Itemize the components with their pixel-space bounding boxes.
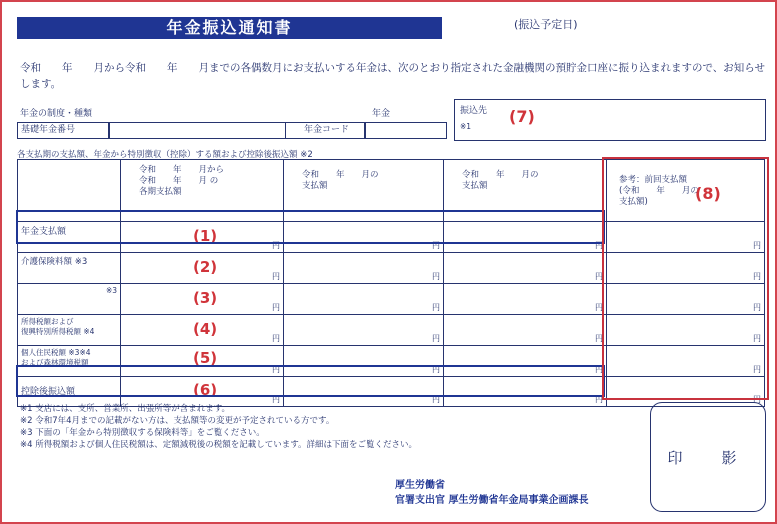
cell-2-1 [121,253,284,284]
row-label-4 [18,315,121,346]
marker-3: (3) [193,289,218,307]
row-1-highlight [16,210,605,244]
pension-type-label: 年金の制度・種類 [20,109,93,119]
yen-unit: 円 [753,241,761,250]
column-header-4-text: 参考：前回支払額 (令和 年 月の 支払額) [619,175,699,207]
yen-unit: 円 [753,395,761,404]
transfer-dest-label: 振込先 [460,106,488,116]
yen-unit: 円 [432,365,440,374]
yen-unit: 円 [432,303,440,312]
note-2: ※2 令和7年4月までの記載がない方は、支払額等の変更が予定されている方です。 [20,416,335,426]
yen-unit: 円 [272,334,280,343]
row-label-3 [18,284,121,315]
yen-unit: 円 [753,303,761,312]
yen-unit: 円 [432,272,440,281]
row-6-highlight [16,365,605,397]
marker-2: (2) [193,258,218,276]
row-label-6-text: 控除後振込額 [21,387,76,397]
row-label-3-text: ※3 [105,286,117,295]
pension-code-field [365,122,447,139]
table-caption: 各支払期の支払額、年金から特別徴収（控除）する額および控除後振込額 ※2 [17,150,313,160]
row-label-1-text: 年金支払額 [21,227,67,237]
column-header-3: 令和 年 月の 支払額 [444,160,607,222]
scheduled-date-label: (振込予定日) [514,18,578,31]
yen-unit: 円 [595,334,603,343]
reference-column-highlight [602,157,769,400]
marker-5: (5) [193,349,218,367]
yen-unit: 円 [432,241,440,250]
note-3: ※3 下面の「年金から特別徴収する保険料等」をご覧ください。 [20,428,265,438]
marker-4: (4) [193,320,218,338]
marker-6: (6) [193,381,218,399]
yen-unit: 円 [432,334,440,343]
yen-unit: 円 [432,395,440,404]
yen-unit: 円 [595,241,603,250]
cell-3-2 [284,284,444,315]
yen-unit: 円 [753,272,761,281]
pension-code-label: 年金コード [285,122,365,139]
issuer-line-1: 厚生労働省 [395,480,445,491]
cell-2-3 [444,253,607,284]
yen-unit: 円 [272,241,280,250]
cell-4-2 [284,315,444,346]
transfer-destination-box [454,99,766,141]
basic-number-label: 基礎年金番号 [17,122,109,139]
intro-text: 令和 年 月から令和 年 月までの各偶数月にお支払いする年金は、次のとおり指定された金融機関の預貯金口座に振り込まれますので、お知らせします。 [20,62,765,90]
note-1: ※1 支店には、支所、営業所、出張所等が含まれます。 [20,404,231,414]
stamp-label: 印 影 [667,448,749,467]
row-label-2-text: 介護保険料額 ※3 [21,257,88,267]
issuer-line-2: 官署支出官 厚生労働省年金局事業企画課長 [395,495,589,506]
yen-unit: 円 [753,365,761,374]
transfer-dest-note: ※1 [460,122,472,131]
marker-7: (7) [509,107,535,126]
yen-unit: 円 [595,303,603,312]
column-header-1: 令和 年 月から 令和 年 月 の 各期支払額 [121,160,284,222]
yen-unit: 円 [595,272,603,281]
yen-unit: 円 [272,303,280,312]
column-header-2: 令和 年 月の 支払額 [284,160,444,222]
cell-3-1 [121,284,284,315]
cell-3-3 [444,284,607,315]
yen-unit: 円 [272,365,280,374]
yen-unit: 円 [595,395,603,404]
row-label-5-text: 個人住民税額 ※3※4 および森林環境税額 [21,348,91,367]
marker-1: (1) [193,227,218,245]
page-title: 年金振込通知書 [17,17,442,39]
row-label-2 [18,253,121,284]
row-label-4-text: 所得税額および 復興特別所得税額 ※4 [21,317,95,336]
cell-4-1 [121,315,284,346]
marker-8: (8) [695,184,721,203]
cell-2-2 [284,253,444,284]
note-4: ※4 所得税額および個人住民税額は、定額減税後の税額を記載しています。詳細は下面をご覧ください。 [20,440,418,450]
basic-number-field [109,122,286,139]
seal-impression-box [650,402,766,512]
yen-unit: 円 [272,395,280,404]
cell-4-3 [444,315,607,346]
pension-suffix: 年金 [372,109,391,119]
yen-unit: 円 [272,272,280,281]
yen-unit: 円 [753,334,761,343]
yen-unit: 円 [595,365,603,374]
